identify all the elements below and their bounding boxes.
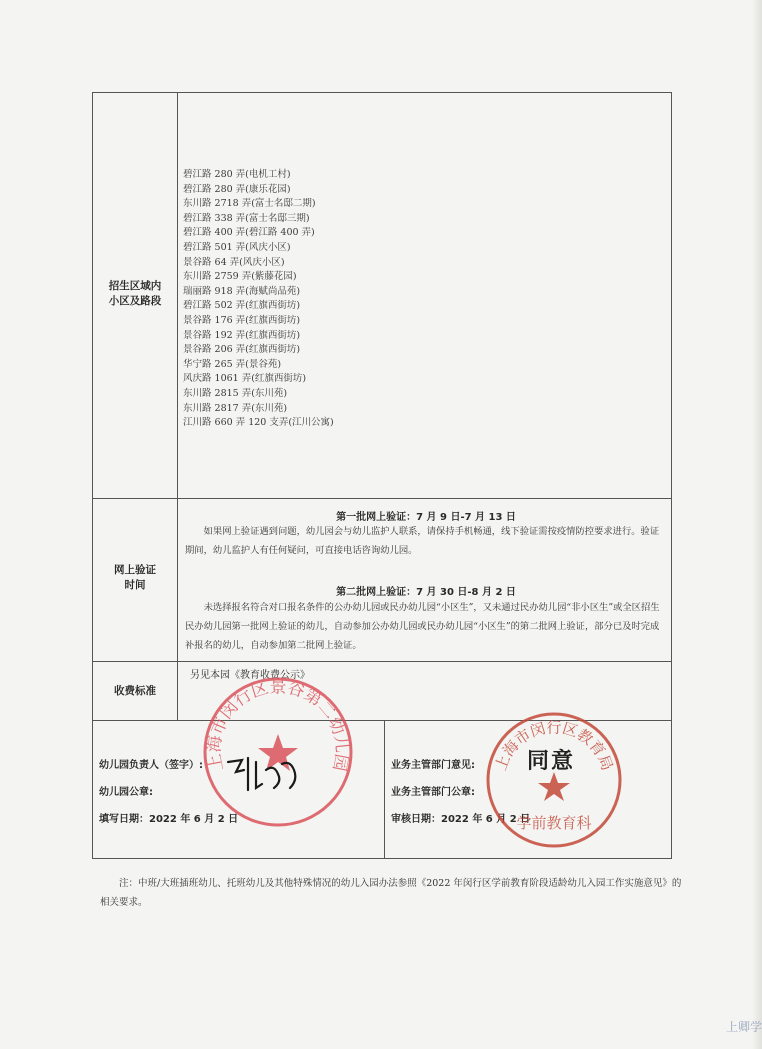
fee-text: 另见本园《教育收费公示》 xyxy=(190,670,310,681)
address-item: 东川路 2759 弄(紫藤花园) xyxy=(183,271,297,283)
fill-date: 填写日期：2022 年 6 月 2 日 xyxy=(99,814,239,825)
address-item: 景谷路 206 弄(红旗西街坊) xyxy=(183,344,301,356)
row-divider xyxy=(93,661,671,662)
kindergarten-seal-label: 幼儿园公章: xyxy=(99,787,153,798)
svg-text:上海市闵行区教育局: 上海市闵行区教育局 xyxy=(491,718,617,773)
address-item: 景谷路 64 弄(风庆小区) xyxy=(183,256,285,268)
batch1-title: 第一批网上验证：7 月 9 日-7 月 13 日 xyxy=(336,512,516,523)
address-item: 景谷路 176 弄(红旗西街坊) xyxy=(183,314,301,326)
area-label: 招生区域内 小区及路段 xyxy=(108,280,162,307)
svg-text:学前教育科: 学前教育科 xyxy=(516,814,592,832)
address-item: 华宁路 265 弄(景谷苑) xyxy=(183,358,282,370)
review-date: 审核日期：2022 年 6 月 2 日 xyxy=(391,814,531,825)
principal-sign-label: 幼儿园负责人（签字）: xyxy=(99,760,203,771)
address-item: 东川路 2815 弄(东川苑) xyxy=(183,387,288,399)
address-item: 东川路 2817 弄(东川苑) xyxy=(183,402,288,414)
address-item: 瑞丽路 918 弄(海赋尚品苑) xyxy=(183,285,301,297)
column-divider xyxy=(177,93,178,720)
address-item: 江川路 660 弄 120 支弄(江川公寓) xyxy=(183,417,334,429)
verify-time-label: 网上验证 时间 xyxy=(114,564,156,591)
page-edge xyxy=(752,0,762,1049)
batch1-text: 如果网上验证遇到问题，幼儿园会与幼儿监护人联系，请保持手机畅通，线下验证需按疫情防控要求进行。验证期间，幼儿监护人有任何疑问，可直接电话咨询幼儿园。 xyxy=(185,526,660,556)
address-list xyxy=(183,168,334,431)
address-item: 碧江路 502 弄(红旗西街坊) xyxy=(183,300,301,312)
address-item: 碧江路 280 弄(电机工村) xyxy=(183,169,291,180)
address-item: 碧江路 280 弄(康乐花园) xyxy=(183,183,291,195)
address-item: 碧江路 400 弄(碧江路 400 弄) xyxy=(183,227,315,239)
address-item: 碧江路 501 弄(风庆小区) xyxy=(183,241,291,253)
fee-label: 收费标准 xyxy=(114,685,156,697)
batch2-text: 未选择报名符合对口报名条件的公办幼儿园或民办幼儿园“小区生”，又未通过民办幼儿园“非小区生”或全区招生民办幼儿园第一批网上验证的幼儿，自动参加公办幼儿园或民办幼儿园“小区生”的第二批网上验证，部分已及时完成补报名的幼儿，自动参加第二批网上验证。 xyxy=(185,602,660,651)
dept-seal-label: 业务主管部门公章: xyxy=(391,787,475,798)
dept-opinion-label: 业务主管部门意见: xyxy=(391,760,475,771)
education-bureau-seal xyxy=(484,710,624,850)
svg-text:上海市闵行区景谷第二幼儿园: 上海市闵行区景谷第二幼儿园 xyxy=(204,677,352,773)
principal-signature xyxy=(222,750,302,800)
address-item: 碧江路 338 弄(富士名邸三期) xyxy=(183,212,310,224)
batch2-title: 第二批网上验证：7 月 30 日-8 月 2 日 xyxy=(336,587,516,598)
address-item: 东川路 2718 弄(富士名邸二期) xyxy=(183,198,316,210)
row-divider xyxy=(93,498,671,499)
watermark: 上卿学 xyxy=(725,1020,762,1034)
footnote: 注：中班/大班插班幼儿、托班幼儿及其他特殊情况的幼儿入园办法参照《2022 年闵行区学前教育阶段适龄幼儿入园工作实施意见》的相关要求。 xyxy=(100,878,682,908)
signature-divider xyxy=(384,720,385,858)
address-item: 风庆路 1061 弄(红旗西街坊) xyxy=(183,373,307,385)
address-item: 景谷路 192 弄(红旗西街坊) xyxy=(183,329,301,341)
approval-stamp-text: 同意 xyxy=(527,749,576,774)
